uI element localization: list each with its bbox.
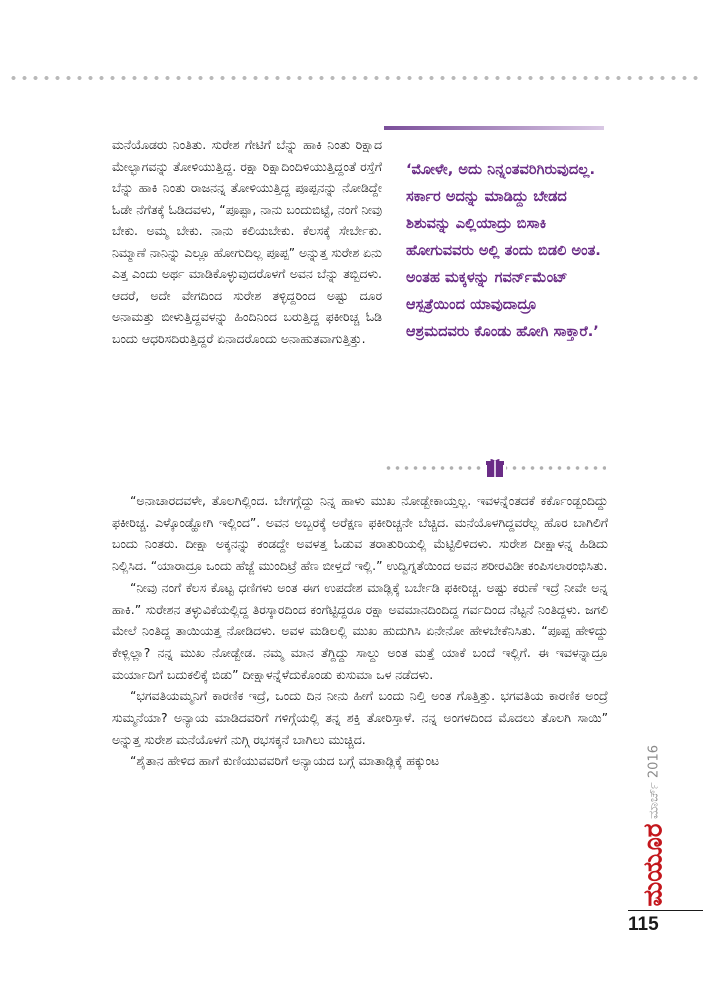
pull-quote-text: ‘ಮೋಳೇ, ಅದು ನಿನ್ನಂತವರಿಗಿರುವುದಲ್ಲ. ಸರ್ಕಾರ ಅದನ್ನು ಮಾಡಿದ್ದು ಬೇಡದ ಶಿಶುವನ್ನು ಎಲ್ಲಿಯಾದ್ರು ಬಿಸಾಕಿ ಹೋಗುವವರು ಅಲ್ಲಿ ತಂದು ಬಿಡಲಿ ಅಂತ. ಅಂತಹ ಮಕ್ಕಳನ್ನು ಗವರ್ನ್‌ಮೆಂಟ್ ಆಸ್ಪತ್ರೆಯಿಂದ ಯಾವುದಾದ್ರೂ ಆಶ್ರಮದವರು ಕೊಂಡು ಹೋಗಿ ಸಾಕ್ತಾರೆ.’ bbox=[406, 161, 601, 340]
paragraph: “ಭಗವತಿಯಮ್ಮನಿಗೆ ಕಾರಣಿಕ ಇದ್ರೆ, ಒಂದು ದಿನ ನೀನು ಹೀಗೆ ಬಂದು ನಿಲ್ತಿ ಅಂತ ಗೊತ್ತಿತ್ತು. ಭಗವತಿಯ ಕಾರಣಿಕ ಅಂದ್ರೆ ಸುಮ್ಮನೆಯಾ? ಅನ್ಯಾಯ ಮಾಡಿದವರಿಗೆ ಗಳಿಗ್ಗೆಯಲ್ಲಿ ತನ್ನ ಶಕ್ತಿ ತೋರಿಸ್ತಾಳೆ. ನನ್ನ ಅಂಗಳದಿಂದ ಮೊದಲು ತೊಲಗಿ ಸಾಯಿ” ಅನ್ನುತ್ತ ಸುರೇಶ ಮನೆಯೊಳಗೆ ನುಗ್ಗಿ ರಭಸಕ್ಕನೆ ಬಾಗಿಲು ಮುಚ್ಚಿದ. bbox=[112, 688, 608, 747]
page-number: 115 bbox=[628, 914, 659, 935]
paragraph: “ಅನಾಚಾರದವಳೇ, ತೊಲಗಿಲ್ಲಿಂದ. ಬೇಗಗ್ಗೆದ್ದು ನಿನ್ನ ಹಾಳು ಮುಖ ನೋಡ್ಬೇಕಾಯ್ತಲ್ಲ. ಇವಳನ್ನೆಂತದಕೆ ಕರ್ಕೊಂಡ್ಬಂದಿದ್ದು ಫಕೀರಿಚ್ಚ. ಎಳ್ಕೊಂಡ್ಹೋಗಿ ಇಲ್ಲಿಂದ”. ಅವನ ಅಬ್ಬರಕ್ಕೆ ಅರೆಕ್ಷಣ ಫಕೀರಿಚ್ಚನೇ ಬೆಚ್ಚಿದ. ಮನೆಯೊಳಗಿದ್ದವರೆಲ್ಲ ಹೊರ ಬಾಗಿಲಿಗೆ ಬಂದು ನಿಂತರು. ದೀಕ್ಷಾ ಅಕ್ಕನನ್ನು ಕಂಡದ್ದೇ ಅವಳತ್ತ ಓಡುವ ತರಾತುರಿಯಲ್ಲಿ ಮೆಟ್ಟಿಲಿಳಿದಳು. ಸುರೇಶ ದೀಕ್ಷಾಳನ್ನ ಹಿಡಿದು ನಿಲ್ಲಿಸಿದ. “ಯಾರಾದ್ರೂ ಒಂದು ಹೆಜ್ಜೆ ಮುಂದಿಟ್ರೆ ಹೆಣ ಬೀಳ್ತದೆ ಇಲ್ಲಿ.” ಉದ್ವಿಗ್ನತೆಯಿಂದ ಅವನ ಶರೀರವಿಡೀ ಕಂಪಿಸಲಾರಂಭಿಸಿತು. bbox=[112, 493, 608, 574]
issue-date-text: ಮಾರ್ಚ್ 2016 bbox=[646, 745, 662, 819]
top-dotted-divider bbox=[8, 75, 702, 81]
magazine-logo-text: ಮಯೂರ bbox=[638, 823, 669, 907]
page-number-rule bbox=[628, 910, 703, 911]
paragraph: “ಶೈತಾನ ಹೇಳಿದ ಹಾಗೆ ಕುಣಿಯುವವರಿಗೆ ಅನ್ಯಾಯದ ಬಗ್ಗೆ ಮಾತಾಡ್ಲಿಕ್ಕೆ ಹಕ್ಕುಂಟ bbox=[130, 753, 440, 769]
pull-quote-box bbox=[384, 126, 604, 456]
column-paragraph: ಮನೆಯೊಡರು ನಿಂತಿತು. ಸುರೇಶ ಗೇಟಿಗೆ ಬೆನ್ನು ಹಾಕಿ ನಿಂತು ರಿಕ್ಷಾದ ಮೇಲ್ಭಾಗವನ್ನು ತೋಳಿಯುತ್ತಿದ್ದ. ರಕ್ಷಾ ರಿಕ್ಷಾದಿಂದಿಳಿಯುತ್ತಿದ್ದಂತೆ ರಸ್ತೆಗೆ ಬೆನ್ನು ಹಾಕಿ ನಿಂತು ರಾಜನನ್ನ ತೋಳಿಯುತ್ತಿದ್ದ ಪೂಪ್ಪನನ್ನು ನೋಡಿದ್ದೇ ಓಡೇ ನೆಗೆತಕ್ಕೆ ಓಡಿದವಳು, “ಪೂಪ್ಪಾ, ನಾನು ಬಂದುಬಿಟ್ಟೆ, ನಂಗೆ ನೀವು ಬೇಕು. ಅಮ್ಮ ಬೇಕು. ನಾನು ಕಲಿಯಬೇಕು. ಕೆಲಸಕ್ಕೆ ಸೇರ್ಬೇಕು. ನಿಮ್ಮಾಣೆ ನಾನಿನ್ನು ಎಲ್ಲೂ ಹೋಗುದಿಲ್ಲ ಪೂಪ್ಪ” ಅನ್ನುತ್ತ ಸುರೇಶ ಏನು ಎತ್ತ ಎಂದು ಅರ್ಥ ಮಾಡಿಕೊಳ್ಳುವುದರೊಳಗೆ ಅವನ ಬೆನ್ನು ತಬ್ಬಿದಳು. ಆದರೆ, ಅದೇ ವೇಗದಿಂದ ಸುರೇಶ ತಳ್ಳಿದ್ದರಿಂದ ಅಷ್ಟು ದೂರ ಅನಾಮತ್ತು ಬೀಳುತ್ತಿದ್ದವಳನ್ನು ಹಿಂದಿನಿಂದ ಬರುತ್ತಿದ್ದ ಫಕೀರಿಚ್ಚ ಓಡಿ ಬಂದು ಆಧರಿಸದಿರುತ್ತಿದ್ದರೆ ಏನಾದರೊಂದು ಅನಾಹುತವಾಗುತ್ತಿತ್ತು. bbox=[112, 137, 382, 346]
article-body bbox=[112, 490, 608, 772]
left-column bbox=[112, 134, 382, 349]
pull-quote bbox=[406, 156, 602, 345]
pull-quote-top-rule bbox=[384, 126, 604, 130]
paragraph: “ನೀವು ನಂಗೆ ಕೆಲಸ ಕೊಟ್ಟ ಧಣಿಗಳು ಅಂತ ಈಗ ಉಪದೇಶ ಮಾಡ್ಲಿಕ್ಕೆ ಬರ್ಬೇಡಿ ಫಕೀರಿಚ್ಚ. ಅಷ್ಟು ಕರುಣೆ ಇದ್ರೆ ನೀವೇ ಅನ್ನ ಹಾಕಿ.” ಸುರೇಶನ ತಳ್ಳುವಿಕೆಯಲ್ಲಿದ್ದ ತಿರಸ್ಕಾರದಿಂದ ಕಂಗೆಟ್ಟಿದ್ದರೂ ರಕ್ಷಾ ಅವಮಾನದಿಂದಿದ್ದ ಗರ್ವದಿಂದ ನೆಟ್ಟನೆ ನಿಂತಿದ್ದಳು. ಜಗಲಿ ಮೇಲೆ ನಿಂತಿದ್ದ ತಾಯಿಯತ್ತ ನೋಡಿದಳು. ಅವಳ ಮಡಿಲಲ್ಲಿ ಮುಖ ಹುದುಗಿಸಿ ಏನೇನೋ ಹೇಳಬೇಕೆನಿಸಿತು. “ಪೂಪ್ಪ ಹೇಳಿದ್ದು ಕೇಳ್ಲಿಲ್ಲಾ? ನನ್ನ ಮುಖ ನೋಡ್ಬೇಡ. ನಮ್ಮ ಮಾನ ತೆಗ್ದಿದ್ದು ಸಾಲ್ದು ಅಂತ ಮತ್ತೆ ಯಾಕೆ ಬಂದೆ ಇಲ್ಲಿಗೆ. ಈ ಇವಳನ್ನಾದ್ರೂ ಮರ್ಯಾದಿಗೆ ಬದುಕಲಿಕ್ಕೆ ಬಿಡು” ದೀಕ್ಷಾಳನ್ನೆಳೆದುಕೊಂಡು ಕುಸುಮಾ ಒಳ ನಡೆದಳು. bbox=[112, 579, 608, 682]
magazine-logo bbox=[624, 825, 684, 905]
gift-icon bbox=[484, 458, 506, 478]
